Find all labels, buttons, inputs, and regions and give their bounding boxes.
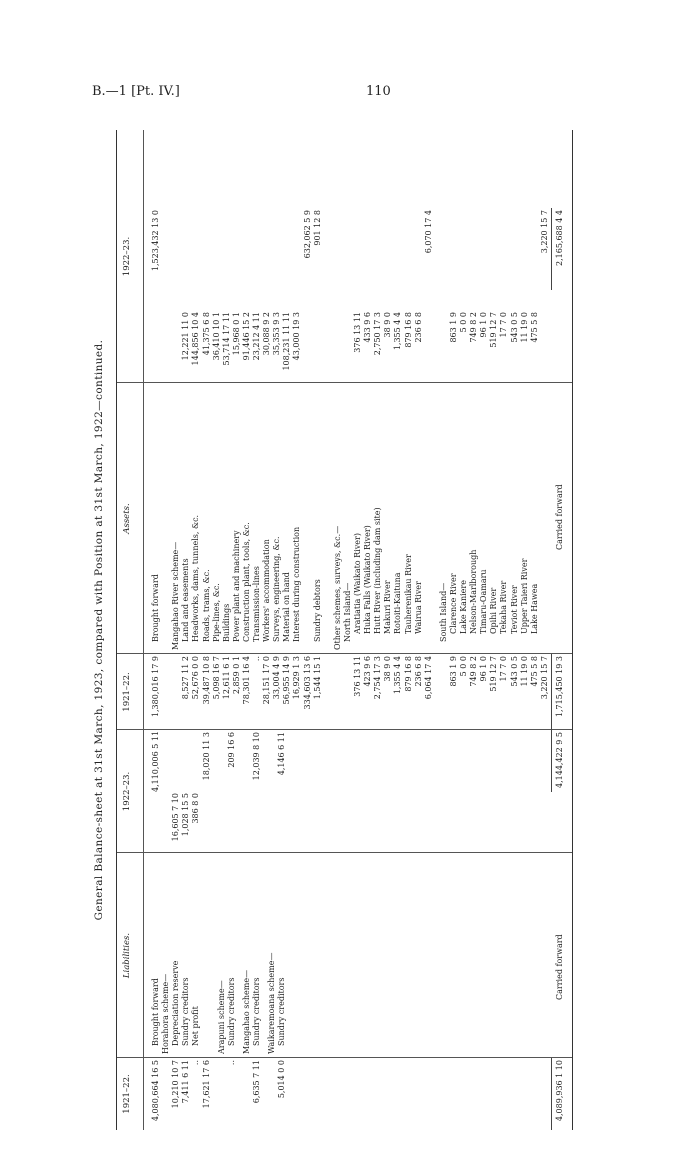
asset-carried-label: Carried forward — [555, 484, 564, 550]
asset-amount-2223-inner: 475 5 8 — [529, 312, 539, 343]
liability-label: Waikaremoana scheme— — [267, 952, 277, 1054]
asset-label: Brought forward — [151, 574, 160, 642]
col-separator — [117, 852, 572, 853]
asset-amount-2223: 3,220 15 7 — [539, 210, 549, 254]
liability-carried-2223: 4,144,422 9 5 — [555, 732, 564, 788]
asset-amount-2223-inner: 53,714 17 11 — [221, 312, 231, 366]
asset-amount-2223-inner: 5 0 0 — [459, 312, 469, 333]
asset-label: Power plant and machinery — [231, 530, 241, 642]
asset-amount-2122: 879 16 8 — [403, 656, 413, 692]
carried-rule — [551, 654, 552, 730]
asset-label: Pipe-lines, &c. — [211, 583, 221, 642]
asset-amount-2122: 39,487 10 8 — [201, 656, 211, 705]
asset-amount-2223-inner: 543 0 5 — [509, 312, 519, 343]
asset-label: Headworks, dams, tunnels, &c. — [191, 514, 201, 642]
asset-amount-2223-inner: 36,410 10 1 — [211, 312, 221, 361]
liability-label: Sundry creditors — [252, 977, 261, 1046]
asset-label: Transmission-lines — [252, 566, 261, 642]
asset-label: Rotoiti-Kaituna — [393, 572, 403, 634]
asset-carried-2223: 2,165,688 4 4 — [555, 210, 564, 266]
asset-amount-2122: 2,859 0 1 — [231, 656, 241, 695]
asset-amount-2223-inner: 17 7 0 — [499, 312, 509, 338]
asset-amount-2223-inner: 863 1 9 — [448, 312, 458, 343]
page-number: 110 — [366, 84, 391, 99]
asset-label: Tauherenikau River — [403, 554, 413, 634]
asset-label: Opihi River — [489, 587, 499, 634]
asset-amount-2223-inner: 43,000 19 3 — [292, 312, 302, 361]
asset-amount-2223-inner: 91,446 15 2 — [241, 312, 251, 361]
liability-label: Horahora scheme— — [161, 973, 171, 1054]
asset-amount-2122: 38 9 0 — [383, 656, 393, 682]
asset-amount-2223-inner: 236 6 8 — [413, 312, 423, 343]
asset-amount-2223-inner: 1,355 4 4 — [393, 312, 403, 351]
sheet-title: General Balance-sheet at 31st March, 1923, compared with Position at 31st March, 1922—continued. — [93, 339, 105, 921]
asset-amount-2122: 475 5 8 — [529, 656, 539, 687]
liability-label: Sundry creditors — [226, 977, 236, 1046]
liability-label: Mangahao scheme— — [241, 969, 251, 1054]
liabilities-heading: Liabilities. — [122, 932, 132, 979]
asset-label: Wairua River — [413, 581, 423, 634]
asset-amount-2122: 52,676 0 0 — [191, 656, 201, 700]
asset-amount-2223-inner: 15,968 0 1 — [231, 312, 241, 356]
liability-amount-2223-inner: 386 8 0 — [191, 793, 201, 824]
liability-label: Net profit — [191, 1006, 201, 1046]
asset-amount-2122: 5 0 0 — [459, 656, 469, 677]
asset-label: Construction plant, tools, &c. — [241, 522, 251, 642]
asset-amount-2223-inner: 23,212 4 11 — [252, 312, 261, 361]
liability-amount-2223: 4,110,006 5 11 — [151, 730, 160, 792]
asset-amount-2122: 543 0 5 — [509, 656, 519, 687]
asset-amount-2223-inner: 879 16 8 — [403, 312, 413, 348]
asset-label: Aratiatia (Waikato River) — [353, 533, 362, 634]
asset-amount-2223-inner: 519 12 7 — [489, 312, 499, 348]
liability-amount-2122: .. — [226, 1060, 236, 1066]
asset-amount-2223: 1,523,432 13 0 — [151, 210, 160, 272]
asset-amount-2122: 3,220 15 7 — [539, 656, 549, 700]
col-separator — [117, 1057, 572, 1058]
liab-col-2223: 1922–23. — [122, 771, 132, 812]
asset-label: Roads, trams, &c. — [201, 569, 211, 642]
liab-col-2122: 1921–22. — [122, 1074, 132, 1114]
asset-amount-2223: 901 12 8 — [312, 210, 322, 246]
asset-label: Tekaha River — [499, 580, 509, 634]
liability-amount-2122: 4,080,664 16 5 — [151, 1060, 160, 1122]
asset-label: Teviot River — [509, 585, 519, 634]
liability-amount-2223: 18,020 11 3 — [201, 732, 211, 781]
asset-amount-2122: 33,004 4 9 — [272, 656, 282, 700]
balance-table — [116, 130, 573, 1130]
asset-amount-2223-inner: 433 9 6 — [363, 312, 373, 343]
liability-amount-2223-inner: 16,605 7 10 — [171, 793, 181, 842]
liability-carried-label: Carried forward — [555, 934, 564, 1000]
asset-label: Lake Kaniere — [459, 580, 469, 634]
asset-amount-2122: 1,355 4 4 — [393, 656, 403, 695]
asset-amount-2223: 6,070 17 4 — [423, 210, 433, 254]
asset-label: Upper Taieri River — [519, 558, 529, 634]
asset-amount-2122: 17 7 0 — [499, 656, 509, 682]
asset-amount-2122: 8,527 11 2 — [181, 656, 191, 700]
asset-amount-2122: 749 8 2 — [469, 656, 479, 687]
balance-sheet — [90, 130, 610, 1130]
asset-amount-2122: 6,064 17 4 — [423, 656, 433, 700]
liability-amount-2122: 17,621 17 6 — [201, 1060, 211, 1109]
liability-label: Sundry creditors — [277, 977, 287, 1046]
header-rule — [143, 130, 144, 1130]
asset-amount-2122: 519 12 7 — [489, 656, 499, 692]
asset-label: Sundry debtors — [312, 579, 322, 642]
liability-carried-2122: 4,089,936 1 10 — [555, 1060, 564, 1122]
carried-rule — [551, 730, 552, 792]
asset-amount-2223-inner: 12,221 11 0 — [181, 312, 191, 361]
document-reference: B.—1 [Pt. IV.] — [92, 84, 180, 99]
asset-amount-2223-inner: 108,231 11 11 — [282, 312, 292, 371]
asset-label: Interest during construction — [292, 526, 302, 642]
asset-amount-2223-inner: 144,856 10 4 — [191, 312, 201, 366]
liability-amount-2223: 12,039 8 10 — [252, 732, 261, 781]
liability-amount-2122: 7,411 6 11 — [181, 1060, 191, 1104]
asset-label: Surveys, engineering, &c. — [272, 536, 282, 642]
asset-amount-2223-inner: 11 19 0 — [519, 312, 529, 343]
asset-col-2223: 1922–23. — [122, 236, 132, 277]
asset-amount-2122: 56,955 14 9 — [282, 656, 292, 705]
asset-amount-2122: 236 6 8 — [413, 656, 423, 687]
liability-amount-2223: 209 16 6 — [226, 732, 236, 768]
liability-label: Sundry creditors — [181, 977, 191, 1046]
asset-label: Clarence River — [448, 573, 458, 634]
liability-amount-2122: 6,635 7 11 — [252, 1060, 261, 1104]
liability-label: Brought forward — [151, 978, 160, 1046]
asset-amount-2122: 96 1 0 — [479, 656, 489, 682]
asset-amount-2223-inner: 96 1 0 — [479, 312, 489, 338]
asset-amount-2223-inner: 35,353 9 3 — [272, 312, 282, 356]
asset-amount-2122: 376 13 11 — [353, 656, 362, 697]
asset-label: Timaru-Oamaru — [479, 569, 489, 634]
asset-amount-2223-inner: 38 9 0 — [383, 312, 393, 338]
liability-amount-2122: 10,210 10 7 — [171, 1060, 181, 1109]
asset-label: Land and easements — [181, 558, 191, 642]
asset-label: Huka Falls (Waikato River) — [363, 525, 373, 634]
asset-amount-2122: 423 9 6 — [363, 656, 373, 687]
asset-amount-2122: 11 19 0 — [519, 656, 529, 687]
asset-amount-2122: 1,380,016 17 9 — [151, 656, 160, 718]
asset-amount-2223: 632,062 5 9 — [302, 210, 312, 259]
asset-amount-2223-inner: 30,088 9 2 — [262, 312, 272, 356]
asset-amount-2122: 1,544 15 1 — [312, 656, 322, 700]
assets-heading: Assets. — [122, 503, 132, 534]
asset-amount-2122: 2,754 17 3 — [373, 656, 383, 700]
carried-rule — [551, 208, 552, 290]
asset-amount-2122: 5,098 16 7 — [211, 656, 221, 700]
col-separator — [117, 382, 572, 383]
asset-label: Lake Hawea — [529, 583, 539, 634]
asset-amount-2122: 16,929 1 3 — [292, 656, 302, 700]
asset-amount-2122: 334,603 13 6 — [302, 656, 312, 710]
asset-amount-2122: 28,151 17 0 — [262, 656, 272, 705]
carried-rule — [551, 1058, 552, 1130]
asset-label: Mangahao River scheme— — [171, 541, 181, 650]
asset-col-2122: 1921–22. — [122, 672, 132, 712]
asset-label: Makuri River — [383, 580, 393, 634]
asset-amount-2122: 863 1 9 — [448, 656, 458, 687]
asset-amount-2122: 78,301 16 4 — [241, 656, 251, 705]
asset-label: Nelson-Marlborough — [469, 549, 479, 634]
asset-amount-2223-inner: 376 13 11 — [353, 312, 362, 353]
col-separator — [117, 729, 572, 730]
asset-amount-2122: 12,611 6 1 — [221, 656, 231, 700]
liability-amount-2122: .. — [191, 1060, 201, 1066]
asset-label: Material on hand — [282, 572, 292, 642]
asset-amount-2223-inner: 749 8 2 — [469, 312, 479, 343]
liability-amount-2223: 4,146 6 11 — [277, 732, 287, 776]
liability-amount-2122: 5,014 0 0 — [277, 1060, 287, 1099]
asset-label: Hutt River (including dam site) — [373, 507, 383, 634]
asset-carried-2122: 1,715,450 19 3 — [555, 656, 564, 718]
col-separator — [117, 653, 572, 654]
liability-amount-2223-inner: 1,028 15 5 — [181, 793, 191, 837]
asset-label: Buildings — [221, 603, 231, 642]
liability-label: Depreciation reserve — [171, 960, 181, 1046]
asset-label: North Island— — [342, 582, 352, 642]
asset-label: South Island— — [438, 582, 448, 642]
asset-label: Other schemes, surveys, &c.— — [332, 525, 342, 650]
asset-label: Workers' accommodation — [262, 539, 272, 642]
liability-label: Arapuni scheme— — [216, 980, 226, 1054]
asset-amount-2223-inner: 2,750 17 3 — [373, 312, 383, 356]
asset-amount-2223-inner: 41,375 6 8 — [201, 312, 211, 356]
asset-amount-2122: .. — [252, 656, 261, 662]
